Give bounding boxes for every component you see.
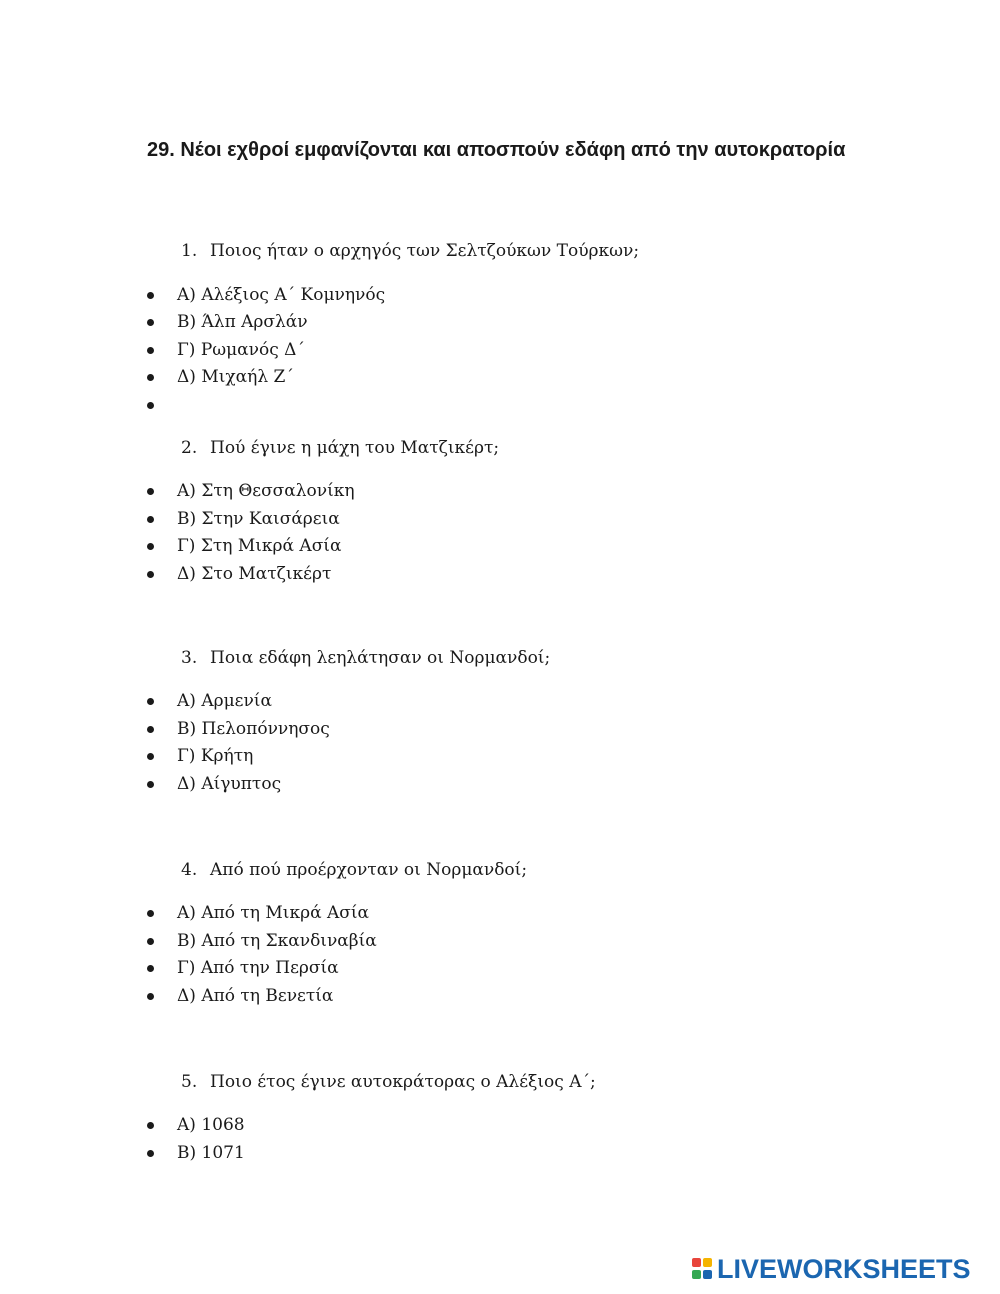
question-5 [181, 1070, 596, 1094]
option-text: Β) Στην Καισάρεια [177, 509, 340, 529]
option-text: Δ) Μιχαήλ Ζ΄ [177, 367, 294, 387]
logo-text: LIVEWORKSHEETS [717, 1253, 971, 1284]
bullet-icon [147, 488, 154, 495]
option-text: Α) 1068 [177, 1115, 245, 1135]
option-text: Γ) Στη Μικρά Ασία [177, 536, 342, 556]
bullet-icon [147, 1122, 154, 1129]
liveworksheets-logo[interactable] [692, 1254, 971, 1284]
question-text: Από πού προέρχονταν οι Νορμανδοί; [210, 860, 528, 880]
bullet-icon [147, 698, 154, 705]
question-number: 3. [181, 648, 198, 668]
option-text: Α) Αλέξιος Α΄ Κομνηνός [177, 285, 386, 305]
question-text: Ποιο έτος έγινε αυτοκράτορας ο Αλέξιος Α΄; [210, 1072, 596, 1092]
bullet-icon [147, 753, 154, 760]
question-4 [181, 858, 527, 882]
bullet-icon [147, 374, 154, 381]
option-text: Γ) Από την Περσία [177, 958, 339, 978]
bullet-icon [147, 571, 154, 578]
question-number: 1. [181, 241, 198, 261]
logo-mark-icon [692, 1256, 714, 1282]
bullet-icon [147, 347, 154, 354]
question-text: Ποιος ήταν ο αρχηγός των Σελτζούκων Τούρκων; [210, 241, 640, 261]
question-text: Ποια εδάφη λεηλάτησαν οι Νορμανδοί; [210, 648, 551, 668]
bullet-icon [147, 910, 154, 917]
option-text: Γ) Ρωμανός Δ΄ [177, 340, 305, 360]
option-text: Β) 1071 [177, 1143, 245, 1163]
bullet-icon [147, 292, 154, 299]
option-text: Β) Άλπ Αρσλάν [177, 312, 308, 332]
question-1 [181, 239, 639, 263]
option-text: Α) Στη Θεσσαλονίκη [177, 481, 355, 501]
option-text: Α) Αρμενία [177, 691, 272, 711]
page-title: 29. Νέοι εχθροί εμφανίζονται και αποσπούν εδάφη από την αυτοκρατορία [147, 139, 846, 161]
bullet-icon [147, 516, 154, 523]
option-text: Α) Από τη Μικρά Ασία [177, 903, 369, 923]
question-number: 5. [181, 1072, 198, 1092]
question-2 [181, 436, 499, 460]
question-text: Πού έγινε η μάχη του Ματζικέρτ; [210, 438, 500, 458]
bullet-icon [147, 726, 154, 733]
option-text: Δ) Στο Ματζικέρτ [177, 564, 332, 584]
bullet-icon [147, 965, 154, 972]
option-text: Δ) Αίγυπτος [177, 774, 282, 794]
question-number: 4. [181, 860, 198, 880]
bullet-icon [147, 543, 154, 550]
question-3 [181, 646, 550, 670]
option-text: Δ) Από τη Βενετία [177, 986, 334, 1006]
option-text: Γ) Κρήτη [177, 746, 254, 766]
bullet-icon [147, 938, 154, 945]
bullet-icon [147, 402, 154, 409]
bullet-icon [147, 781, 154, 788]
bullet-icon [147, 993, 154, 1000]
option-text: Β) Από τη Σκανδιναβία [177, 931, 377, 951]
bullet-icon [147, 1150, 154, 1157]
bullet-icon [147, 319, 154, 326]
question-number: 2. [181, 438, 198, 458]
option-text: Β) Πελοπόννησος [177, 719, 330, 739]
